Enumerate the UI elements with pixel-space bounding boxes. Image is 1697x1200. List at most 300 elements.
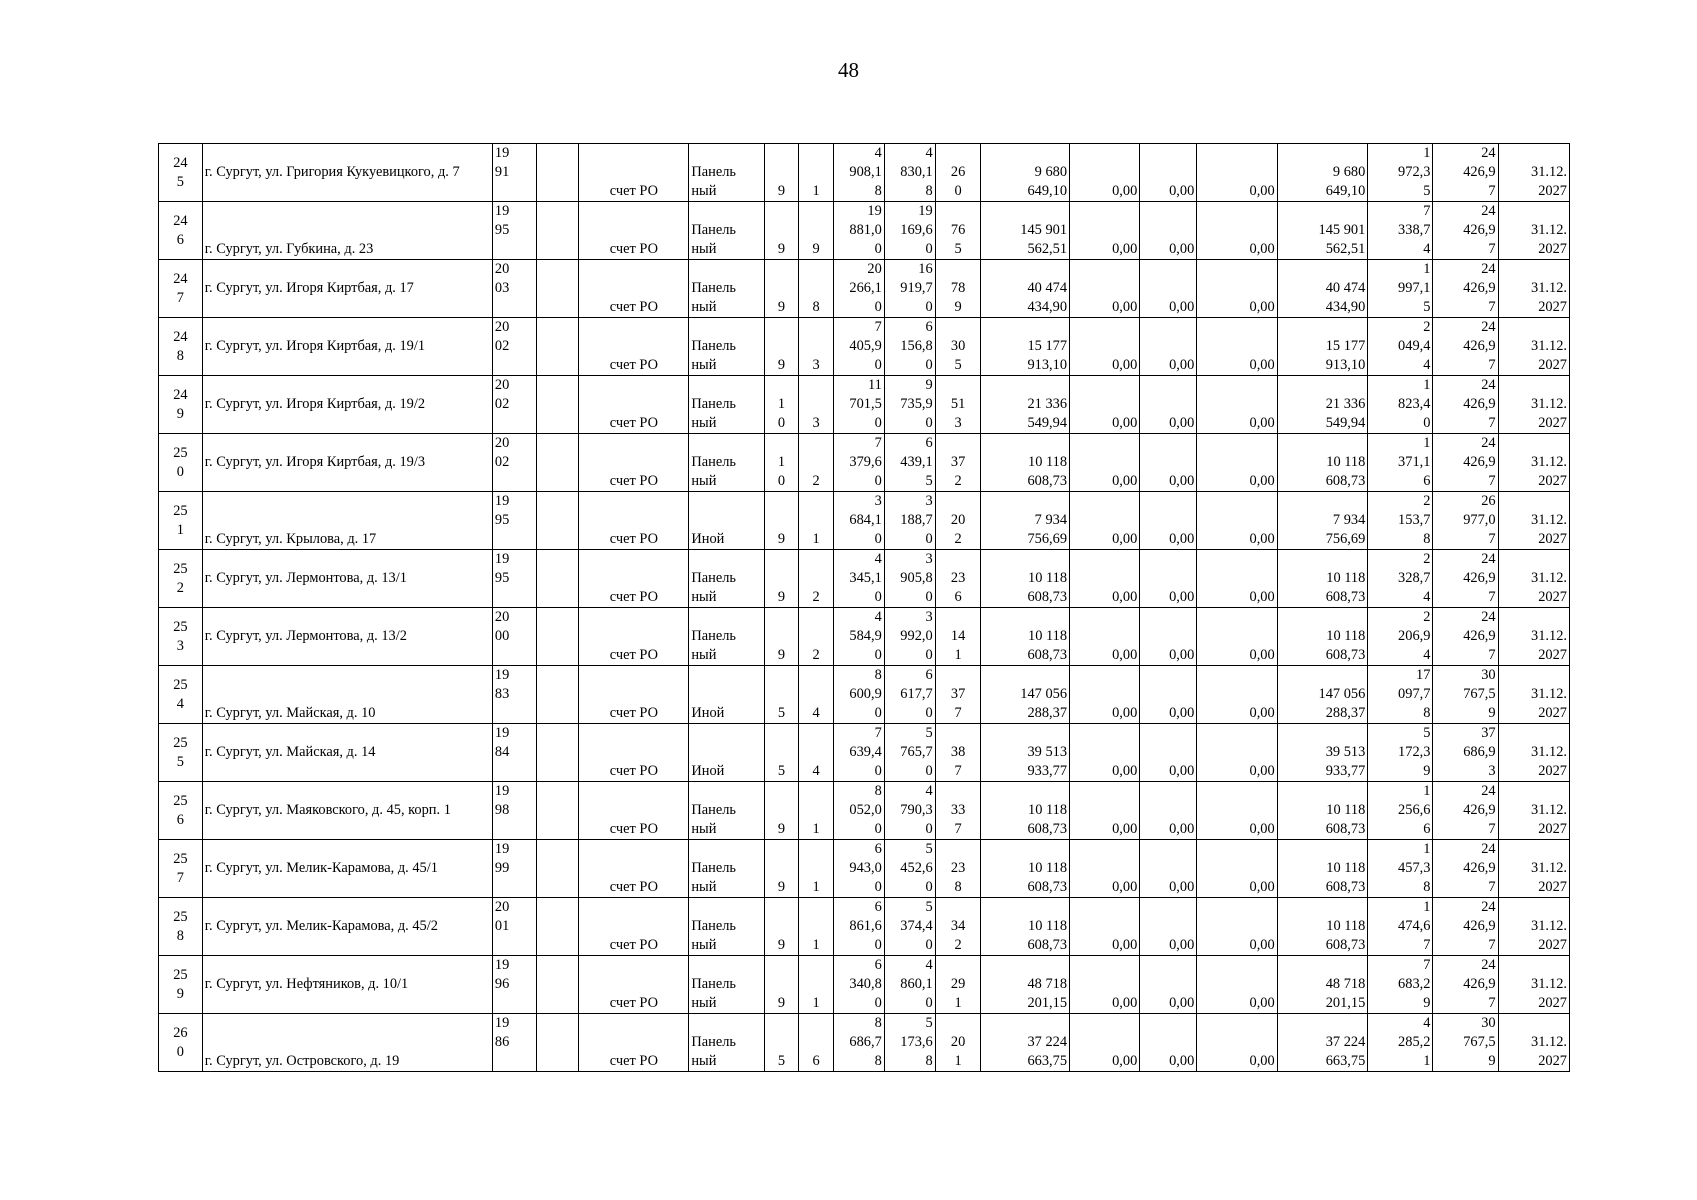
cost-fund-cell [1070, 144, 1140, 202]
entrances-cell-text: 9 [812, 241, 820, 257]
floors-cell [764, 202, 799, 260]
address-cell [202, 434, 492, 492]
deadline-cell-text: 31.12. 2027 [1531, 744, 1567, 779]
row-number-text: 24 5 [173, 154, 188, 190]
floors-cell [764, 434, 799, 492]
entrances-cell [799, 376, 834, 434]
floors-cell-text: 1 0 [777, 454, 786, 489]
address-cell [202, 898, 492, 956]
residents-cell [935, 956, 981, 1014]
unit-cost-cell-text: 1 972,3 5 [1398, 145, 1431, 199]
total-cost-cell-text: 37 224 663,75 [1027, 1034, 1068, 1069]
total-cost-cell [981, 434, 1070, 492]
cost-municipal-cell [1197, 956, 1277, 1014]
total-area-cell [833, 376, 884, 434]
total-area-cell-text: 6 861,6 0 [849, 899, 882, 953]
deadline-cell-text: 31.12. 2027 [1531, 222, 1567, 257]
fund-method-cell [579, 318, 689, 376]
fund-method-cell [579, 608, 689, 666]
row-number-text: 25 3 [173, 618, 188, 654]
table-row [159, 840, 1570, 898]
total-cost-cell-text: 10 118 608,73 [1027, 918, 1068, 953]
residents-cell-text: 34 2 [950, 918, 966, 953]
residents-cell-text: 20 1 [950, 1034, 966, 1069]
build-year-cell-text: 19 99 [494, 841, 510, 876]
build-year-cell-text: 20 02 [494, 377, 510, 412]
cost-municipal-cell-text: 0,00 [1249, 415, 1275, 431]
row-number [159, 260, 203, 318]
total-area-cell [833, 724, 884, 782]
build-year-cell [492, 724, 536, 782]
empty-cell [536, 840, 579, 898]
total-area-cell [833, 144, 884, 202]
total-cost-cell-text: 7 934 756,69 [1027, 512, 1068, 547]
max-unit-cost-cell [1433, 202, 1498, 260]
address-cell [202, 724, 492, 782]
row-number [159, 666, 203, 724]
unit-cost-cell [1368, 840, 1433, 898]
floors-cell [764, 376, 799, 434]
wall-material-cell [689, 202, 764, 260]
total-cost-cell-text: 15 177 913,10 [1027, 338, 1068, 373]
wall-material-cell [689, 724, 764, 782]
max-unit-cost-cell [1433, 666, 1498, 724]
address-cell-text: г. Сургут, ул. Нефтяников, д. 10/1 [204, 976, 409, 992]
unit-cost-cell-text: 7 338,7 4 [1398, 203, 1431, 257]
empty-cell [536, 492, 579, 550]
wall-material-cell-text: Панель ный [691, 802, 736, 837]
address-cell-text: г. Сургут, ул. Лермонтова, д. 13/1 [204, 570, 407, 586]
deadline-cell [1498, 840, 1569, 898]
owner-cost-cell [1277, 492, 1368, 550]
address-cell-text: г. Сургут, ул. Маяковского, д. 45, корп. 1 [204, 802, 451, 818]
living-area-cell [884, 434, 935, 492]
floors-cell [764, 550, 799, 608]
cost-region-cell-text: 0,00 [1169, 1053, 1195, 1069]
table-row [159, 260, 1570, 318]
deadline-cell-text: 31.12. 2027 [1531, 396, 1567, 431]
cost-region-cell-text: 0,00 [1169, 415, 1195, 431]
fund-method-cell-text: счет РО [609, 473, 658, 489]
unit-cost-cell [1368, 144, 1433, 202]
table-row [159, 782, 1570, 840]
total-area-cell [833, 666, 884, 724]
address-cell-text: г. Сургут, ул. Лермонтова, д. 13/2 [204, 628, 407, 644]
cost-municipal-cell [1197, 260, 1277, 318]
address-cell [202, 202, 492, 260]
wall-material-cell-text: Панель ный [691, 976, 736, 1011]
max-unit-cost-cell [1433, 376, 1498, 434]
cost-fund-cell [1070, 202, 1140, 260]
owner-cost-cell-text: 145 901 562,51 [1318, 222, 1366, 257]
unit-cost-cell-text: 1 474,6 7 [1398, 899, 1431, 953]
total-cost-cell-text: 10 118 608,73 [1027, 802, 1068, 837]
deadline-cell [1498, 1014, 1569, 1072]
cost-region-cell [1140, 956, 1197, 1014]
owner-cost-cell-text: 10 118 608,73 [1325, 802, 1366, 837]
entrances-cell-text: 1 [812, 531, 820, 547]
total-area-cell-text: 20 266,1 0 [849, 261, 882, 315]
total-area-cell-text: 7 639,4 0 [849, 725, 882, 779]
cost-fund-cell-text: 0,00 [1112, 415, 1138, 431]
cost-municipal-cell-text: 0,00 [1249, 821, 1275, 837]
residents-cell [935, 666, 981, 724]
owner-cost-cell [1277, 898, 1368, 956]
max-unit-cost-cell-text: 24 426,9 7 [1463, 145, 1496, 199]
total-area-cell-text: 19 881,0 0 [849, 203, 882, 257]
unit-cost-cell [1368, 260, 1433, 318]
floors-cell-text: 9 [777, 821, 786, 837]
entrances-cell-text: 8 [812, 299, 820, 315]
cost-region-cell-text: 0,00 [1169, 821, 1195, 837]
build-year-cell-text: 20 00 [494, 609, 510, 644]
empty-cell [536, 376, 579, 434]
build-year-cell-text: 19 96 [494, 957, 510, 992]
cost-municipal-cell-text: 0,00 [1249, 299, 1275, 315]
entrances-cell [799, 724, 834, 782]
owner-cost-cell-text: 39 513 933,77 [1325, 744, 1366, 779]
empty-cell [536, 898, 579, 956]
owner-cost-cell [1277, 724, 1368, 782]
floors-cell [764, 608, 799, 666]
residents-cell-text: 37 2 [950, 454, 966, 489]
table-row [159, 550, 1570, 608]
fund-method-cell [579, 492, 689, 550]
empty-cell [536, 434, 579, 492]
cost-fund-cell-text: 0,00 [1112, 241, 1138, 257]
fund-method-cell-text: счет РО [609, 763, 658, 779]
cost-municipal-cell [1197, 492, 1277, 550]
cost-fund-cell [1070, 666, 1140, 724]
deadline-cell [1498, 782, 1569, 840]
cost-municipal-cell [1197, 202, 1277, 260]
cost-region-cell-text: 0,00 [1169, 183, 1195, 199]
entrances-cell-text: 1 [812, 183, 820, 199]
residents-cell-text: 29 1 [950, 976, 966, 1011]
table-row [159, 666, 1570, 724]
floors-cell-text: 5 [777, 1053, 786, 1069]
floors-cell-text: 9 [777, 995, 786, 1011]
living-area-cell-text: 9 735,9 0 [900, 377, 933, 431]
empty-cell [536, 724, 579, 782]
floors-cell-text: 1 0 [777, 396, 786, 431]
deadline-cell-text: 31.12. 2027 [1531, 918, 1567, 953]
deadline-cell [1498, 260, 1569, 318]
total-area-cell [833, 1014, 884, 1072]
wall-material-cell-text: Иной [691, 531, 725, 547]
owner-cost-cell [1277, 608, 1368, 666]
residents-cell-text: 23 6 [950, 570, 966, 605]
total-area-cell [833, 550, 884, 608]
empty-cell [536, 666, 579, 724]
build-year-cell [492, 202, 536, 260]
build-year-cell [492, 376, 536, 434]
entrances-cell [799, 782, 834, 840]
living-area-cell [884, 202, 935, 260]
cost-municipal-cell-text: 0,00 [1249, 1053, 1275, 1069]
max-unit-cost-cell-text: 24 426,9 7 [1463, 783, 1496, 837]
table-row [159, 492, 1570, 550]
living-area-cell-text: 6 156,8 0 [900, 319, 933, 373]
entrances-cell [799, 956, 834, 1014]
unit-cost-cell [1368, 492, 1433, 550]
living-area-cell [884, 898, 935, 956]
unit-cost-cell [1368, 376, 1433, 434]
build-year-cell-text: 19 91 [494, 145, 510, 180]
deadline-cell [1498, 608, 1569, 666]
cost-fund-cell [1070, 898, 1140, 956]
fund-method-cell-text: счет РО [609, 531, 658, 547]
empty-cell [536, 550, 579, 608]
deadline-cell-text: 31.12. 2027 [1531, 164, 1567, 199]
deadline-cell-text: 31.12. 2027 [1531, 628, 1567, 663]
total-area-cell-text: 11 701,5 0 [849, 377, 882, 431]
cost-municipal-cell-text: 0,00 [1249, 995, 1275, 1011]
residents-cell-text: 76 5 [950, 222, 966, 257]
cost-municipal-cell [1197, 550, 1277, 608]
owner-cost-cell-text: 21 336 549,94 [1325, 396, 1366, 431]
cost-municipal-cell-text: 0,00 [1249, 589, 1275, 605]
cost-fund-cell [1070, 318, 1140, 376]
wall-material-cell [689, 434, 764, 492]
build-year-cell [492, 492, 536, 550]
residents-cell [935, 376, 981, 434]
wall-material-cell-text: Панель ный [691, 570, 736, 605]
total-cost-cell [981, 550, 1070, 608]
build-year-cell [492, 434, 536, 492]
address-cell-text: г. Сургут, ул. Мелик-Карамова, д. 45/1 [204, 860, 438, 876]
total-cost-cell [981, 898, 1070, 956]
unit-cost-cell [1368, 898, 1433, 956]
entrances-cell-text: 3 [812, 357, 820, 373]
deadline-cell-text: 31.12. 2027 [1531, 976, 1567, 1011]
cost-fund-cell [1070, 376, 1140, 434]
build-year-cell [492, 840, 536, 898]
owner-cost-cell [1277, 202, 1368, 260]
owner-cost-cell [1277, 782, 1368, 840]
row-number [159, 840, 203, 898]
address-cell [202, 840, 492, 898]
total-cost-cell [981, 956, 1070, 1014]
cost-region-cell [1140, 724, 1197, 782]
cost-region-cell-text: 0,00 [1169, 647, 1195, 663]
living-area-cell [884, 840, 935, 898]
row-number-text: 25 0 [173, 444, 188, 480]
unit-cost-cell-text: 1 823,4 0 [1398, 377, 1431, 431]
address-cell-text: г. Сургут, ул. Крылова, д. 17 [204, 531, 377, 547]
build-year-cell [492, 608, 536, 666]
address-cell [202, 376, 492, 434]
row-number-text: 25 6 [173, 792, 188, 828]
cost-region-cell [1140, 492, 1197, 550]
unit-cost-cell [1368, 956, 1433, 1014]
total-cost-cell [981, 318, 1070, 376]
row-number-text: 25 7 [173, 850, 188, 886]
max-unit-cost-cell-text: 26 977,0 7 [1463, 493, 1496, 547]
unit-cost-cell [1368, 318, 1433, 376]
cost-region-cell-text: 0,00 [1169, 937, 1195, 953]
fund-method-cell-text: счет РО [609, 1053, 658, 1069]
row-number [159, 724, 203, 782]
total-cost-cell-text: 147 056 288,37 [1020, 686, 1068, 721]
address-cell [202, 318, 492, 376]
deadline-cell-text: 31.12. 2027 [1531, 338, 1567, 373]
cost-fund-cell [1070, 434, 1140, 492]
owner-cost-cell-text: 10 118 608,73 [1325, 454, 1366, 489]
unit-cost-cell [1368, 666, 1433, 724]
fund-method-cell-text: счет РО [609, 415, 658, 431]
cost-municipal-cell [1197, 434, 1277, 492]
living-area-cell [884, 782, 935, 840]
floors-cell-text: 5 [777, 763, 786, 779]
total-cost-cell-text: 9 680 649,10 [1027, 164, 1068, 199]
wall-material-cell [689, 840, 764, 898]
max-unit-cost-cell-text: 24 426,9 7 [1463, 609, 1496, 663]
page-number: 48 [838, 58, 859, 82]
residents-cell [935, 434, 981, 492]
table-row [159, 144, 1570, 202]
unit-cost-cell-text: 1 997,1 5 [1398, 261, 1431, 315]
owner-cost-cell-text: 10 118 608,73 [1325, 628, 1366, 663]
row-number [159, 202, 203, 260]
floors-cell [764, 782, 799, 840]
wall-material-cell-text: Панель ный [691, 164, 736, 199]
wall-material-cell [689, 956, 764, 1014]
cost-region-cell [1140, 202, 1197, 260]
build-year-cell [492, 144, 536, 202]
max-unit-cost-cell-text: 24 426,9 7 [1463, 957, 1496, 1011]
wall-material-cell [689, 492, 764, 550]
empty-cell [536, 144, 579, 202]
wall-material-cell [689, 376, 764, 434]
total-area-cell-text: 8 600,9 0 [849, 667, 882, 721]
wall-material-cell [689, 318, 764, 376]
cost-region-cell [1140, 434, 1197, 492]
table-row [159, 1014, 1570, 1072]
living-area-cell [884, 318, 935, 376]
build-year-cell [492, 898, 536, 956]
unit-cost-cell-text: 2 049,4 4 [1398, 319, 1431, 373]
cost-region-cell [1140, 666, 1197, 724]
unit-cost-cell [1368, 782, 1433, 840]
build-year-cell-text: 20 01 [494, 899, 510, 934]
total-cost-cell-text: 48 718 201,15 [1027, 976, 1068, 1011]
residents-cell-text: 14 1 [950, 628, 966, 663]
cost-region-cell-text: 0,00 [1169, 589, 1195, 605]
fund-method-cell [579, 782, 689, 840]
residents-cell [935, 144, 981, 202]
fund-method-cell-text: счет РО [609, 241, 658, 257]
floors-cell-text: 9 [777, 647, 786, 663]
residents-cell [935, 608, 981, 666]
fund-method-cell [579, 724, 689, 782]
cost-region-cell-text: 0,00 [1169, 879, 1195, 895]
fund-method-cell-text: счет РО [609, 995, 658, 1011]
deadline-cell-text: 31.12. 2027 [1531, 454, 1567, 489]
max-unit-cost-cell [1433, 550, 1498, 608]
row-number-text: 26 0 [173, 1024, 188, 1060]
wall-material-cell-text: Панель ный [691, 396, 736, 431]
entrances-cell [799, 260, 834, 318]
living-area-cell [884, 550, 935, 608]
unit-cost-cell [1368, 608, 1433, 666]
deadline-cell [1498, 550, 1569, 608]
total-area-cell [833, 840, 884, 898]
floors-cell [764, 492, 799, 550]
total-cost-cell [981, 376, 1070, 434]
residents-cell [935, 318, 981, 376]
total-area-cell [833, 260, 884, 318]
floors-cell [764, 956, 799, 1014]
owner-cost-cell [1277, 376, 1368, 434]
entrances-cell [799, 1014, 834, 1072]
max-unit-cost-cell [1433, 260, 1498, 318]
unit-cost-cell-text: 1 256,6 6 [1398, 783, 1431, 837]
cost-region-cell-text: 0,00 [1169, 357, 1195, 373]
max-unit-cost-cell-text: 24 426,9 7 [1463, 551, 1496, 605]
floors-cell-text: 9 [777, 183, 786, 199]
row-number-text: 25 5 [173, 734, 188, 770]
residents-cell-text: 20 2 [950, 512, 966, 547]
cost-fund-cell [1070, 956, 1140, 1014]
unit-cost-cell-text: 1 371,1 6 [1398, 435, 1431, 489]
entrances-cell [799, 202, 834, 260]
residents-cell [935, 724, 981, 782]
table-row [159, 318, 1570, 376]
deadline-cell [1498, 898, 1569, 956]
row-number [159, 144, 203, 202]
floors-cell [764, 724, 799, 782]
residents-cell-text: 37 7 [950, 686, 966, 721]
total-area-cell-text: 7 405,9 0 [849, 319, 882, 373]
owner-cost-cell-text: 147 056 288,37 [1318, 686, 1366, 721]
build-year-cell-text: 19 86 [494, 1015, 510, 1050]
address-cell-text: г. Сургут, ул. Островского, д. 19 [204, 1053, 400, 1069]
floors-cell [764, 318, 799, 376]
address-cell-text: г. Сургут, ул. Игоря Киртбая, д. 19/1 [204, 338, 426, 354]
entrances-cell-text: 4 [812, 705, 820, 721]
cost-fund-cell-text: 0,00 [1112, 357, 1138, 373]
living-area-cell-text: 5 765,7 0 [900, 725, 933, 779]
unit-cost-cell [1368, 1014, 1433, 1072]
total-cost-cell [981, 202, 1070, 260]
max-unit-cost-cell [1433, 318, 1498, 376]
unit-cost-cell-text: 2 328,7 4 [1398, 551, 1431, 605]
fund-method-cell [579, 898, 689, 956]
deadline-cell-text: 31.12. 2027 [1531, 280, 1567, 315]
cost-fund-cell-text: 0,00 [1112, 647, 1138, 663]
row-number [159, 550, 203, 608]
total-area-cell [833, 202, 884, 260]
max-unit-cost-cell-text: 30 767,5 9 [1463, 667, 1496, 721]
max-unit-cost-cell-text: 24 426,9 7 [1463, 377, 1496, 431]
wall-material-cell [689, 144, 764, 202]
cost-municipal-cell [1197, 608, 1277, 666]
cost-region-cell-text: 0,00 [1169, 241, 1195, 257]
entrances-cell-text: 6 [812, 1053, 820, 1069]
address-cell-text: г. Сургут, ул. Игоря Киртбая, д. 19/2 [204, 396, 426, 412]
unit-cost-cell-text: 2 153,7 8 [1398, 493, 1431, 547]
total-cost-cell [981, 608, 1070, 666]
floors-cell [764, 144, 799, 202]
row-number-text: 25 9 [173, 966, 188, 1002]
living-area-cell-text: 3 992,0 0 [900, 609, 933, 663]
address-cell-text: г. Сургут, ул. Григория Кукуевицкого, д. 7 [204, 164, 460, 180]
total-area-cell [833, 434, 884, 492]
cost-region-cell [1140, 840, 1197, 898]
total-area-cell [833, 318, 884, 376]
cost-fund-cell-text: 0,00 [1112, 821, 1138, 837]
